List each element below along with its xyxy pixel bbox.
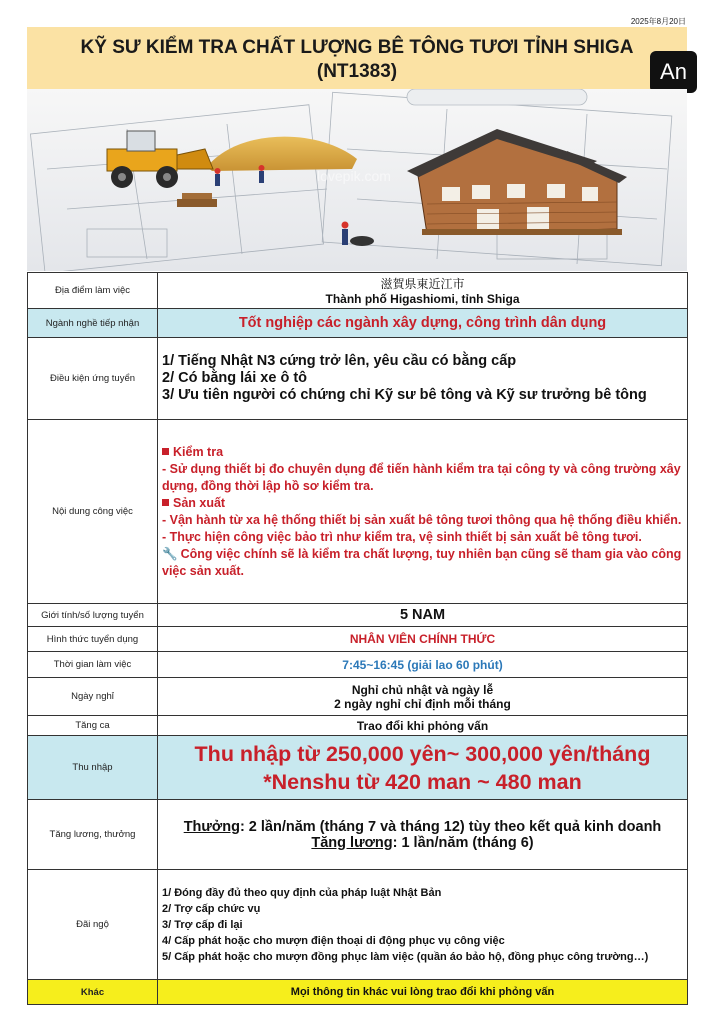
value-location [158,273,688,309]
requirement-item: 1/ Tiếng Nhật N3 cứng trở lên, yêu cầu có bằng cấp [162,353,517,369]
label-holiday: Ngày nghỉ [28,678,158,716]
label-hours: Thời gian làm việc [28,652,158,678]
square-bullet-icon [162,448,169,455]
row-job-content [28,420,688,604]
wrench-icon: 🔧 [162,546,178,561]
job-info-table [27,272,688,1005]
value-benefits [158,870,688,980]
value-job-content [158,420,688,604]
location-vietnamese: Thành phố Higashiomi, tỉnh Shiga [325,292,520,306]
benefit-item: 2/ Trợ cấp chức vụ [162,902,261,915]
label-requirements: Điều kiện ứng tuyển [28,338,158,420]
requirement-item: 3/ Ưu tiên người có chứng chỉ Kỹ sư bê tông và Kỹ sư trưởng bê tông [162,387,647,403]
value-income [158,736,688,800]
bonus-line: Thưởng: 2 lần/năm (tháng 7 và tháng 12) tùy theo kết quả kinh doanh [183,818,662,835]
holiday-line: 2 ngày nghỉ chỉ định mỗi tháng [334,696,511,711]
label-raise-bonus: Tăng lương, thưởng [28,800,158,870]
benefit-item: 5/ Cấp phát hoặc cho mượn đồng phục làm việc (quần áo bảo hộ, đồng phục công trường…) [162,950,649,963]
row-requirements [28,338,688,420]
value-other: Mọi thông tin khác vui lòng trao đổi khi phỏng vấn [158,980,688,1005]
row-other [28,980,688,1005]
hero-illustration [27,89,687,271]
value-field: Tốt nghiệp các ngành xây dựng, công trình dân dụng [158,309,688,338]
value-requirements [158,338,688,420]
company-logo: An [650,51,697,93]
row-gender [28,604,688,627]
label-benefits: Đãi ngộ [28,870,158,980]
holiday-line: Nghỉ chủ nhật và ngày lễ [351,682,494,697]
title-banner [27,27,687,89]
label-job-content: Nội dung công việc [28,420,158,604]
value-gender: 5 NAM [158,604,688,627]
row-location [28,273,688,309]
watermark-text: lovepik.com [317,168,391,184]
row-hours [28,652,688,678]
label-gender: Giới tính/số lượng tuyển [28,604,158,627]
job-code: (NT1383) [316,61,398,82]
location-japanese: 滋賀県東近江市 [380,277,465,291]
label-other: Khác [28,980,158,1005]
row-employment-type [28,627,688,652]
row-income [28,736,688,800]
row-raise-bonus [28,800,688,870]
value-employment-type: NHÂN VIÊN CHÍNH THỨC [158,627,688,652]
benefit-item: 1/ Đóng đầy đủ theo quy định của pháp luật Nhật Bản [162,886,442,899]
label-location: Địa điểm làm việc [28,273,158,309]
value-raise-bonus [158,800,688,870]
square-bullet-icon [162,499,169,506]
value-hours: 7:45~16:45 (giải lao 60 phút) [158,652,688,678]
row-field [28,309,688,338]
job-heading-inspection: Kiểm tra [162,444,683,461]
income-monthly: Thu nhập từ 250,000 yên~ 300,000 yên/tháng [194,741,651,766]
job-heading-production: Sản xuất [162,495,683,512]
row-benefits [28,870,688,980]
job-line: - Sử dụng thiết bị đo chuyên dụng để tiến hành kiểm tra tại công ty và công trường xây dựng, đồng thời lập hồ sơ kiểm tra. [162,461,681,493]
benefit-item: 4/ Cấp phát hoặc cho mượn điện thoại di động phục vụ công việc [162,934,505,947]
label-overtime: Tăng ca [28,716,158,736]
job-title: KỸ SƯ KIỂM TRA CHẤT LƯỢNG BÊ TÔNG TƯƠI TỈNH SHIGA [80,37,634,58]
row-holiday [28,678,688,716]
raise-line: Tăng lương: 1 lần/năm (tháng 6) [311,834,534,851]
document-date: 2025年8月20日 [630,17,686,26]
job-note: 🔧 Công việc chính sẽ là kiểm tra chất lượng, tuy nhiên bạn cũng sẽ tham gia vào công việc sản xuất. [162,546,682,578]
job-line: - Thực hiện công việc bảo trì như kiểm tra, vệ sinh thiết bị sản xuất bê tông tươi. [162,529,642,544]
value-overtime: Trao đổi khi phỏng vấn [158,716,688,736]
row-overtime [28,716,688,736]
income-yearly: *Nenshu từ 420 man ~ 480 man [263,769,582,794]
job-line: - Vận hành từ xa hệ thống thiết bị sản xuất bê tông tươi thông qua hệ thống điều khiển. [162,512,682,527]
requirement-item: 2/ Có bằng lái xe ô tô [162,370,308,386]
label-income: Thu nhập [28,736,158,800]
label-field: Ngành nghề tiếp nhận [28,309,158,338]
label-employment-type: Hình thức tuyển dụng [28,627,158,652]
benefit-item: 3/ Trợ cấp đi lại [162,918,243,931]
value-holiday [158,678,688,716]
construction-illustration [27,89,687,271]
